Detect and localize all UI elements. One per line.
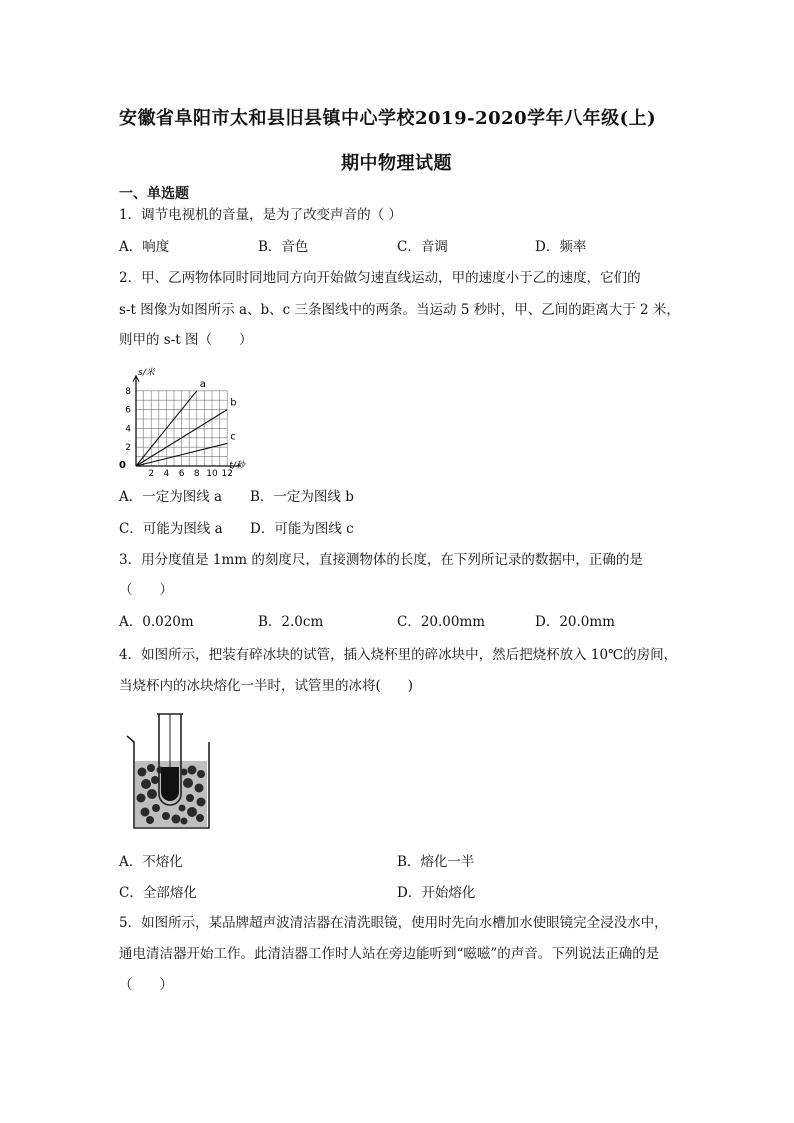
beaker-test-tube-figure — [122, 712, 222, 837]
x-tick-label: 2 — [148, 469, 155, 479]
question-3-stem-line1: 3．用分度值是 1mm 的刻度尺，直接测物体的长度，在下列所记录的数据中，正确的是 — [119, 552, 643, 568]
q1-option-c: C．音调 — [397, 239, 448, 255]
question-5-stem-line3: （ ） — [119, 977, 173, 993]
question-2-stem-line1: 2．甲、乙两物体同时同地同方向开始做匀速直线运动，甲的速度小于乙的速度，它们的 — [119, 270, 641, 286]
q3-option-c: C．20.00mm — [397, 614, 486, 630]
q1-option-a: A．响度 — [119, 239, 170, 255]
question-5-stem-line1: 5．如图所示，某品牌超声波清洁器在清洗眼镜，使用时先向水槽加水使眼镜完全浸没水中， — [119, 915, 668, 931]
question-4-stem-line2: 当烧杯内的冰块熔化一半时，试管里的冰将( ) — [119, 678, 414, 694]
q4-option-a: A．不熔化 — [119, 854, 183, 870]
x-axis-label: t/秒 — [229, 461, 245, 471]
q1-option-b: B．音色 — [258, 239, 309, 255]
y-tick-label: 6 — [125, 405, 131, 416]
question-2-stem-line2: s-t 图像为如图所示 a、b、c 三条图线中的两条。当运动 5 秒时，甲、乙间的距离大于 2 米， — [119, 302, 680, 318]
q3-option-d: D．20.0mm — [535, 614, 615, 630]
x-tick-label: 6 — [178, 469, 185, 479]
q3-option-b: B．2.0cm — [258, 614, 324, 630]
question-1-stem: 1．调节电视机的音量，是为了改变声音的（ ） — [119, 207, 402, 223]
y-tick-label: 8 — [125, 386, 131, 397]
q4-option-b: B．熔化一半 — [397, 854, 475, 870]
st-graph-chart — [112, 356, 262, 481]
series-label-a: a — [199, 378, 206, 390]
x-tick-label: 10 — [206, 469, 218, 479]
x-tick-label: 12 — [221, 469, 233, 479]
x-tick-label: 8 — [193, 469, 200, 479]
q1-option-d: D．频率 — [535, 239, 587, 255]
q2-option-a: A．一定为图线 a — [119, 489, 223, 505]
question-2-stem-line3: 则甲的 s-t 图（ ） — [119, 332, 253, 348]
y-tick-label: 4 — [125, 424, 131, 435]
q2-option-c: C．可能为图线 a — [119, 521, 223, 537]
chart-labels — [119, 367, 247, 479]
series-label-b: b — [230, 397, 237, 409]
test-tube-ice — [161, 767, 179, 801]
y-axis-label: s/米 — [138, 367, 155, 378]
x-tick-label: 4 — [163, 469, 170, 479]
q3-option-a: A．0.020m — [119, 614, 194, 630]
q4-option-d: D．开始熔化 — [397, 885, 476, 901]
origin-label: 0 — [119, 460, 126, 471]
question-5-stem-line2: 通电清洁器开始工作。此清洁器工作时人站在旁边能听到“嗞嗞”的声音。下列说法正确的是 — [119, 946, 660, 962]
section-header-single-choice: 一、单选题 — [119, 186, 189, 202]
question-3-stem-line2: （ ） — [119, 582, 173, 598]
q2-option-b: B．一定为图线 b — [250, 489, 354, 505]
q4-option-c: C．全部熔化 — [119, 885, 197, 901]
y-tick-label: 2 — [125, 443, 131, 454]
question-4-stem-line1: 4．如图所示，把装有碎冰块的试管，插入烧杯里的碎冰块中，然后把烧杯放入 10℃的房间， — [119, 647, 678, 663]
doc-title-line1: 安徽省阜阳市太和县旧县镇中心学校2019-2020学年八年级(上) — [119, 108, 657, 129]
chart-axes — [133, 376, 241, 466]
q2-option-d: D．可能为图线 c — [250, 521, 354, 537]
series-label-c: c — [230, 431, 236, 443]
doc-title-line2: 期中物理试题 — [341, 153, 452, 174]
